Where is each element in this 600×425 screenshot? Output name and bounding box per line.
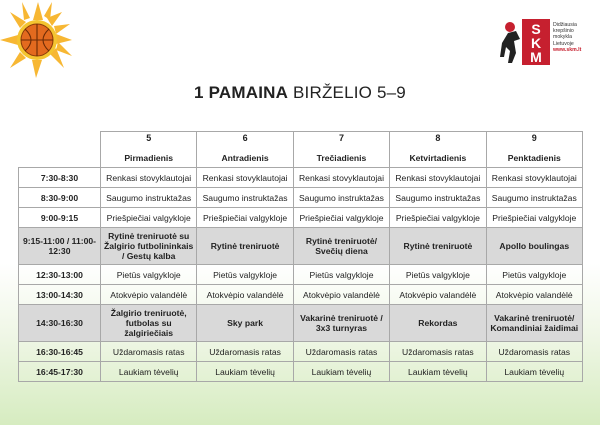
activity-cell: Priešpiečiai valgykloje (197, 208, 293, 228)
time-cell: 7:30-8:30 (19, 168, 101, 188)
activity-cell: Pietūs valgykloje (101, 265, 197, 285)
activity-cell: Saugumo instruktažas (293, 188, 389, 208)
activity-cell: Uždaromasis ratas (101, 342, 197, 362)
activity-cell: Priešpiečiai valgykloje (486, 208, 582, 228)
activity-cell: Renkasi stovyklautojai (390, 168, 486, 188)
day-header (293, 132, 389, 168)
activity-cell: Laukiam tėvelių (197, 362, 293, 382)
day-header (197, 132, 293, 168)
table-row (19, 265, 583, 285)
activity-cell: Saugumo instruktažas (101, 188, 197, 208)
table-row (19, 342, 583, 362)
time-cell: 13:00-14:30 (19, 285, 101, 305)
activity-cell: Žalgirio treniruotė, futbolas su žalgiriečiais (101, 305, 197, 342)
activity-cell: Pietūs valgykloje (293, 265, 389, 285)
activity-cell: Renkasi stovyklautojai (101, 168, 197, 188)
svg-text:S: S (531, 21, 541, 37)
activity-cell: Pietūs valgykloje (486, 265, 582, 285)
day-header (486, 132, 582, 168)
page-title (0, 83, 600, 103)
table-row (19, 208, 583, 228)
day-number: 5 (146, 133, 152, 143)
svg-text:K: K (530, 35, 542, 51)
logo-line: krepšinio (553, 28, 574, 35)
time-cell: 9:15-11:00 / 11:00-12:30 (19, 228, 101, 265)
activity-cell: Atokvėpio valandėlė (486, 285, 582, 305)
table-row-highlight (19, 305, 583, 342)
table-row (19, 188, 583, 208)
activity-cell: Rytinė treniruotė/ Svečių diena (293, 228, 389, 265)
time-cell: 9:00-9:15 (19, 208, 101, 228)
day-number: 7 (338, 133, 344, 143)
day-number: 9 (531, 133, 537, 143)
activity-cell: Rekordas (390, 305, 486, 342)
day-name: Penktadienis (507, 153, 561, 163)
activity-cell: Laukiam tėvelių (101, 362, 197, 382)
activity-cell: Sky park (197, 305, 293, 342)
activity-cell: Atokvėpio valandėlė (101, 285, 197, 305)
activity-cell: Renkasi stovyklautojai (293, 168, 389, 188)
activity-cell: Atokvėpio valandėlė (390, 285, 486, 305)
table-row-highlight (19, 228, 583, 265)
activity-cell: Uždaromasis ratas (486, 342, 582, 362)
logo-line: mokykla (553, 34, 573, 41)
activity-cell: Rytinė treniruotė (197, 228, 293, 265)
activity-cell: Apollo boulingas (486, 228, 582, 265)
title-shift: 1 PAMAINA (194, 83, 289, 102)
day-header (101, 132, 197, 168)
svg-text:M: M (530, 49, 542, 65)
activity-cell: Vakarinė treniruotė/ Komandiniai žaidimai (486, 305, 582, 342)
day-name: Antradienis (221, 153, 269, 163)
day-header (390, 132, 486, 168)
day-name: Ketvirtadienis (409, 153, 467, 163)
activity-cell: Uždaromasis ratas (390, 342, 486, 362)
activity-cell: Saugumo instruktažas (486, 188, 582, 208)
activity-cell: Vakarinė treniruotė / 3x3 turnyras (293, 305, 389, 342)
time-cell: 14:30-16:30 (19, 305, 101, 342)
activity-cell: Laukiam tėvelių (390, 362, 486, 382)
day-number: 8 (435, 133, 441, 143)
table-row (19, 285, 583, 305)
table-row (19, 362, 583, 382)
day-name: Trečiadienis (316, 153, 367, 163)
logo-tagline (553, 22, 599, 53)
activity-cell: Priešpiečiai valgykloje (101, 208, 197, 228)
time-cell: 8:30-9:00 (19, 188, 101, 208)
activity-cell: Laukiam tėvelių (486, 362, 582, 382)
activity-cell: Renkasi stovyklautojai (486, 168, 582, 188)
time-cell: 16:30-16:45 (19, 342, 101, 362)
table-header-row (19, 132, 583, 168)
activity-cell: Atokvėpio valandėlė (197, 285, 293, 305)
activity-cell: Rytinė treniruotė (390, 228, 486, 265)
title-dates: BIRŽELIO 5–9 (293, 83, 406, 102)
time-cell: 12:30-13:00 (19, 265, 101, 285)
activity-cell: Laukiam tėvelių (293, 362, 389, 382)
activity-cell: Pietūs valgykloje (390, 265, 486, 285)
activity-cell: Priešpiečiai valgykloje (390, 208, 486, 228)
activity-cell: Uždaromasis ratas (197, 342, 293, 362)
activity-cell: Saugumo instruktažas (197, 188, 293, 208)
table-row (19, 168, 583, 188)
activity-cell: Rytinė treniruotė su Žalgirio futbolininkais / Gestų kalba (101, 228, 197, 265)
activity-cell: Renkasi stovyklautojai (197, 168, 293, 188)
activity-cell: Saugumo instruktažas (390, 188, 486, 208)
activity-cell: Pietūs valgykloje (197, 265, 293, 285)
sun-basketball-icon (0, 0, 75, 80)
logo-line: Lietuvoje (553, 40, 574, 47)
activity-cell: Atokvėpio valandėlė (293, 285, 389, 305)
schedule-table (18, 131, 583, 382)
activity-cell: Uždaromasis ratas (293, 342, 389, 362)
logo-website: www.skm.lt (553, 46, 582, 53)
time-cell: 16:45-17:30 (19, 362, 101, 382)
activity-cell: Priešpiečiai valgykloje (293, 208, 389, 228)
logo-line: Didžiausia (553, 22, 577, 28)
day-name: Pirmadienis (124, 153, 174, 163)
day-number: 6 (242, 133, 248, 143)
table-corner (19, 132, 101, 168)
